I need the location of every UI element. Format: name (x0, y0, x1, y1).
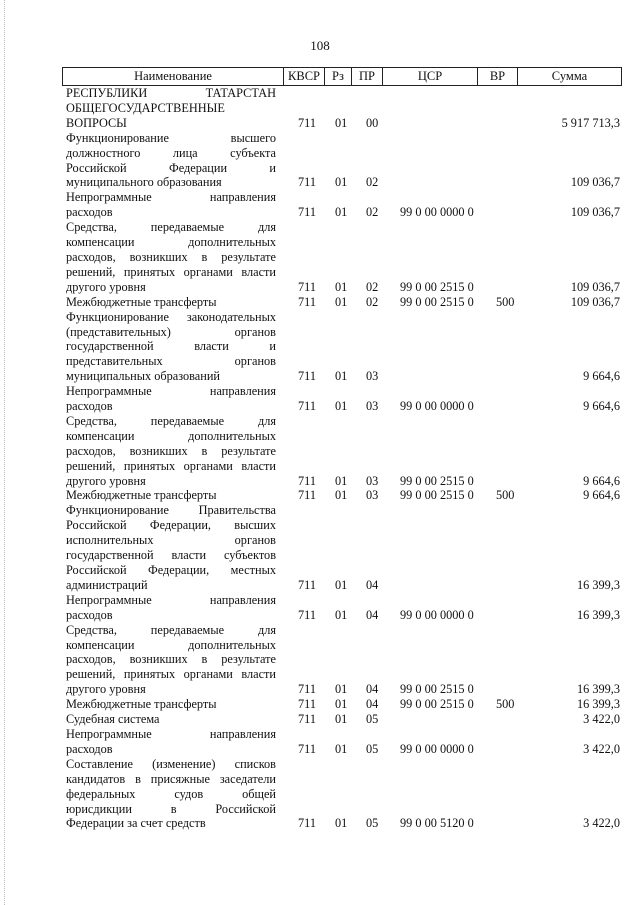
row-pr: 03 (366, 369, 379, 384)
row-name-line: компенсации дополнительных (66, 235, 276, 250)
row-name-line: Функционирование Правительства (66, 503, 276, 518)
row-rz: 01 (335, 697, 348, 712)
row-kvsr: 711 (298, 577, 316, 592)
row-name (66, 190, 276, 220)
row-kvsr: 711 (298, 205, 316, 220)
row-rz: 01 (335, 607, 348, 622)
row-name-line: Межбюджетные трансферты (66, 488, 217, 503)
row-name (66, 488, 276, 503)
table-row (66, 414, 620, 489)
row-name-line: Российской Федерации и (66, 160, 276, 175)
row-pr: 04 (366, 682, 379, 697)
row-name-line: Непрограммные направления (66, 384, 276, 399)
row-rz: 01 (335, 294, 348, 309)
row-kvsr: 711 (298, 607, 316, 622)
row-pr: 04 (366, 607, 379, 622)
row-kvsr: 711 (298, 399, 316, 414)
table-row (66, 712, 620, 727)
row-kvsr: 711 (298, 294, 316, 309)
row-csr: 99 0 00 2515 0 (400, 697, 474, 712)
scan-margin-line (4, 0, 5, 905)
header-name: Наименование (63, 68, 284, 85)
row-sum: 109 036,7 (570, 175, 620, 190)
row-name-line: Средства, передаваемые для (66, 220, 276, 235)
row-rz: 01 (335, 577, 348, 592)
row-name-line: Федерации за счет средств (66, 816, 206, 831)
row-name-line: кандидатов в присяжные заседатели (66, 771, 276, 786)
row-sum: 9 664,6 (583, 369, 620, 384)
row-kvsr: 711 (298, 816, 316, 831)
row-sum: 16 399,3 (576, 607, 620, 622)
row-rz: 01 (335, 741, 348, 756)
row-csr: 99 0 00 0000 0 (400, 741, 474, 756)
table-row (66, 86, 620, 131)
row-name (66, 503, 276, 592)
row-sum: 109 036,7 (570, 279, 620, 294)
row-pr: 05 (366, 816, 379, 831)
header-sum: Сумма (551, 69, 588, 83)
row-name (66, 131, 276, 191)
row-sum: 109 036,7 (570, 205, 620, 220)
row-pr: 05 (366, 712, 379, 727)
table-row (66, 727, 620, 757)
row-name-line: должностного лица субъекта (66, 145, 276, 160)
row-kvsr: 711 (298, 697, 316, 712)
row-name-line: ВОПРОСЫ (66, 115, 127, 130)
row-name-line: другого уровня (66, 279, 146, 294)
row-name-line: (представительных) органов (66, 324, 276, 339)
table-row (66, 190, 620, 220)
row-name-line: решений, принятых органами власти (66, 458, 276, 473)
table-row (66, 623, 620, 698)
table-row (66, 220, 620, 295)
row-pr: 03 (366, 473, 379, 488)
row-kvsr: 711 (298, 682, 316, 697)
row-sum: 5 917 713,3 (561, 115, 620, 130)
row-name (66, 593, 276, 623)
row-csr: 99 0 00 2515 0 (400, 682, 474, 697)
row-name-line: государственной власти субъектов (66, 548, 276, 563)
row-vr: 500 (496, 697, 515, 712)
row-name (66, 697, 276, 712)
header-vr: ВР (478, 68, 518, 85)
row-name-line: Непрограммные направления (66, 190, 276, 205)
table-row (66, 757, 620, 832)
row-name-line: расходов (66, 741, 113, 756)
row-csr: 99 0 00 0000 0 (400, 205, 474, 220)
table-row (66, 488, 620, 503)
row-name-line: Функционирование высшего (66, 130, 276, 145)
row-name-line: компенсации дополнительных (66, 637, 276, 652)
row-pr: 02 (366, 279, 379, 294)
row-vr: 500 (496, 488, 515, 503)
row-sum: 16 399,3 (576, 577, 620, 592)
row-name-line: расходов, возникших в результате (66, 443, 276, 458)
row-sum: 3 422,0 (583, 741, 620, 756)
row-rz: 01 (335, 115, 348, 130)
row-name-line: Непрограммные направления (66, 592, 276, 607)
row-name-line: расходов, возникших в результате (66, 249, 276, 264)
table-row (66, 697, 620, 712)
row-name (66, 86, 276, 131)
row-kvsr: 711 (298, 369, 316, 384)
row-name-line: администраций (66, 577, 148, 592)
row-name-line: расходов (66, 399, 113, 414)
row-csr: 99 0 00 2515 0 (400, 294, 474, 309)
table-row (66, 131, 620, 191)
row-name (66, 712, 276, 727)
row-name-line: расходов (66, 205, 113, 220)
row-pr: 02 (366, 294, 379, 309)
row-sum: 3 422,0 (583, 712, 620, 727)
row-rz: 01 (335, 473, 348, 488)
row-name-line: решений, принятых органами власти (66, 264, 276, 279)
row-rz: 01 (335, 816, 348, 831)
row-csr: 99 0 00 2515 0 (400, 279, 474, 294)
row-csr: 99 0 00 2515 0 (400, 488, 474, 503)
row-name-line: муниципального образования (66, 175, 222, 190)
row-name (66, 384, 276, 414)
row-pr: 03 (366, 399, 379, 414)
row-pr: 03 (366, 488, 379, 503)
row-sum: 109 036,7 (570, 294, 620, 309)
row-pr: 05 (366, 741, 379, 756)
row-vr: 500 (496, 294, 515, 309)
row-name-line: Средства, передаваемые для (66, 622, 276, 637)
row-kvsr: 711 (298, 279, 316, 294)
header-kvsr: КВСР (284, 68, 325, 85)
row-pr: 04 (366, 697, 379, 712)
row-rz: 01 (335, 712, 348, 727)
row-rz: 01 (335, 279, 348, 294)
row-name-line: юрисдикции в Российской (66, 801, 276, 816)
row-name-line: Непрограммные направления (66, 726, 276, 741)
page-number: 108 (310, 38, 330, 53)
row-sum: 16 399,3 (576, 697, 620, 712)
row-name (66, 623, 276, 698)
row-csr: 99 0 00 0000 0 (400, 607, 474, 622)
row-name-line: Функционирование законодательных (66, 309, 276, 324)
row-rz: 01 (335, 205, 348, 220)
row-sum: 9 664,6 (583, 488, 620, 503)
row-name-line: ОБЩЕГОСУДАРСТВЕННЫЕ (66, 100, 225, 115)
row-rz: 01 (335, 682, 348, 697)
row-name (66, 220, 276, 295)
row-pr: 04 (366, 577, 379, 592)
row-name-line: муниципальных образований (66, 369, 220, 384)
header-pr: ПР (352, 68, 383, 85)
row-name-line: Средства, передаваемые для (66, 413, 276, 428)
table-header (62, 67, 622, 86)
row-sum: 3 422,0 (583, 816, 620, 831)
row-sum: 9 664,6 (583, 473, 620, 488)
table-row (66, 503, 620, 592)
header-rz: Рз (325, 68, 352, 85)
row-name-line: Российской Федерации, местных (66, 563, 276, 577)
row-name-line: РЕСПУБЛИКИ ТАТАРСТАН (66, 86, 276, 100)
row-csr: 99 0 00 2515 0 (400, 473, 474, 488)
row-kvsr: 711 (298, 488, 316, 503)
row-csr: 99 0 00 5120 0 (400, 816, 474, 831)
row-name (66, 295, 276, 310)
row-rz: 01 (335, 488, 348, 503)
row-name-line: Составление (изменение) списков (66, 756, 276, 771)
row-pr: 02 (366, 205, 379, 220)
table-row (66, 310, 620, 385)
row-name-line: исполнительных органов (66, 533, 276, 548)
table-row (66, 384, 620, 414)
header-csr: ЦСР (383, 68, 478, 85)
row-name-line: расходов, возникших в результате (66, 652, 276, 667)
row-kvsr: 711 (298, 115, 316, 130)
row-rz: 01 (335, 399, 348, 414)
row-name-line: другого уровня (66, 682, 146, 697)
table-row (66, 295, 620, 310)
row-kvsr: 711 (298, 473, 316, 488)
row-name (66, 727, 276, 757)
row-name-line: представительных органов (66, 354, 276, 369)
row-name-line: Межбюджетные трансферты (66, 294, 217, 309)
row-csr: 99 0 00 0000 0 (400, 399, 474, 414)
table-row (66, 593, 620, 623)
row-name-line: федеральных судов общей (66, 786, 276, 801)
row-pr: 02 (366, 175, 379, 190)
row-name-line: Российской Федерации, высших (66, 518, 276, 533)
row-name (66, 310, 276, 385)
row-sum: 9 664,6 (583, 399, 620, 414)
row-name-line: решений, принятых органами власти (66, 667, 276, 682)
row-name-line: расходов (66, 607, 113, 622)
table-body (66, 86, 620, 831)
row-name (66, 414, 276, 489)
row-sum: 16 399,3 (576, 682, 620, 697)
row-rz: 01 (335, 175, 348, 190)
row-name-line: Межбюджетные трансферты (66, 697, 217, 712)
row-kvsr: 711 (298, 175, 316, 190)
row-kvsr: 711 (298, 741, 316, 756)
row-kvsr: 711 (298, 712, 316, 727)
row-name (66, 757, 276, 832)
row-name-line: компенсации дополнительных (66, 428, 276, 443)
row-pr: 00 (366, 115, 379, 130)
row-rz: 01 (335, 369, 348, 384)
row-name-line: государственной власти и (66, 339, 276, 354)
row-name-line: Судебная система (66, 712, 160, 727)
row-name-line: другого уровня (66, 473, 146, 488)
